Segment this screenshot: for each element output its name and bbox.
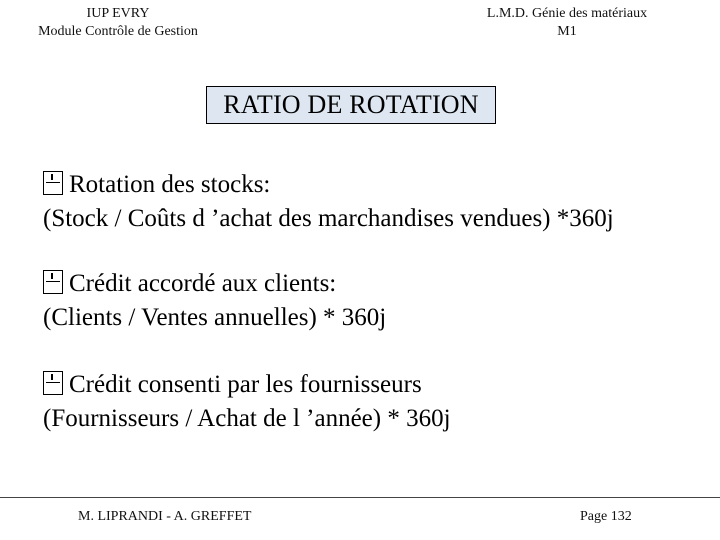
header-left: [20, 5, 216, 41]
bullet-box-icon: [43, 171, 63, 195]
footer-page-number: Page 132: [580, 509, 632, 524]
item-heading-line: [43, 267, 386, 301]
header-institution: IUP EVRY: [86, 6, 150, 21]
header-program: L.M.D. Génie des matériaux: [486, 6, 648, 21]
header-right: [464, 5, 670, 41]
item-heading-line: [43, 368, 451, 402]
footer-authors: M. LIPRANDI - A. GREFFET: [78, 509, 252, 524]
footer-divider: [0, 497, 720, 498]
slide-title: RATIO DE ROTATION: [223, 90, 479, 119]
bullet-box-icon: [43, 371, 63, 395]
item-heading-line: [43, 168, 614, 202]
header-module: Module Contrôle de Gestion: [38, 24, 198, 39]
item-formula: (Clients / Ventes annuelles) * 360j: [43, 304, 387, 331]
item-heading: Crédit accordé aux clients:: [69, 270, 337, 297]
title-box: [206, 86, 496, 124]
list-item: [43, 168, 614, 236]
item-heading: Crédit consenti par les fournisseurs: [69, 371, 422, 398]
bullet-box-icon: [43, 270, 63, 294]
list-item: [43, 267, 386, 335]
header-level: M1: [557, 24, 577, 39]
item-heading: Rotation des stocks:: [69, 171, 271, 198]
list-item: [43, 368, 451, 436]
item-formula: (Stock / Coûts d ’achat des marchandises vendues) *360j: [43, 205, 614, 232]
item-formula: (Fournisseurs / Achat de l ’année) * 360j: [43, 405, 451, 432]
